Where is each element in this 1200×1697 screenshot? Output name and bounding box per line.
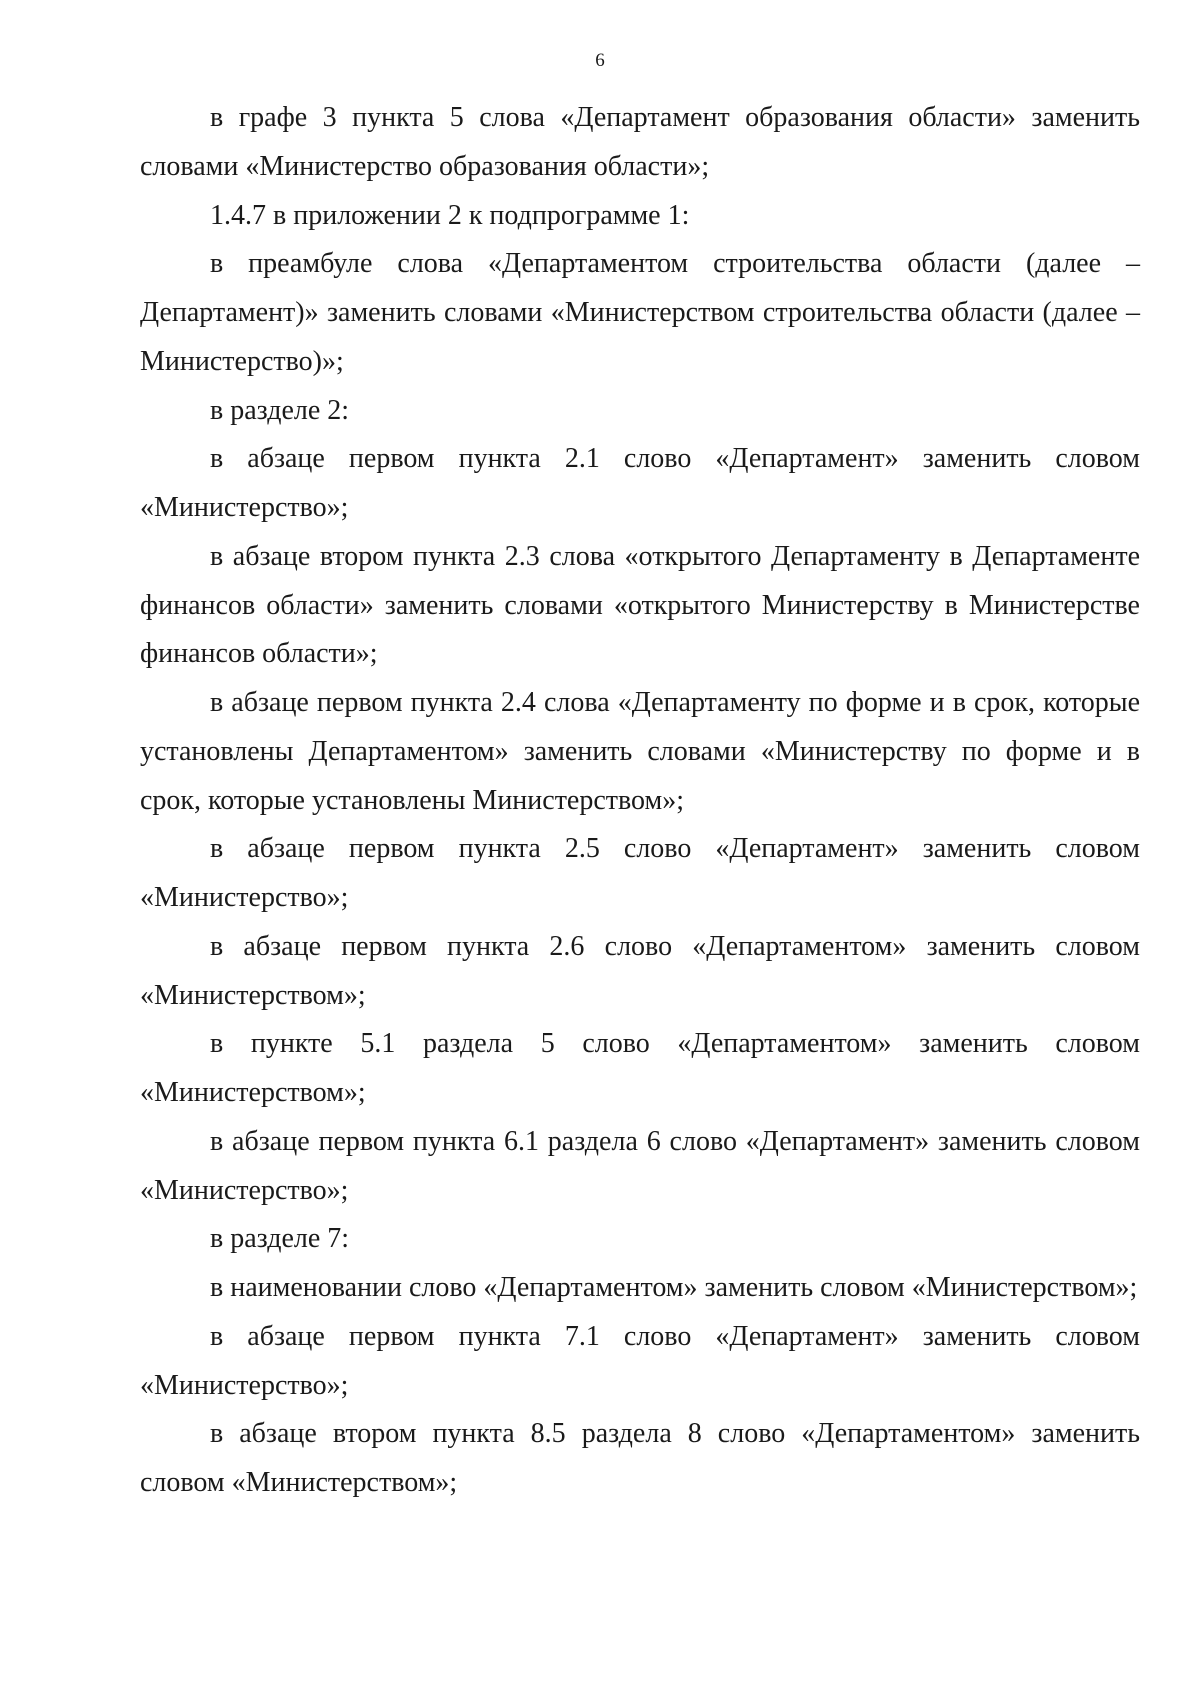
paragraph: в разделе 7:: [210, 1223, 350, 1255]
paragraph: в абзаце втором пункта 2.3 слова «открытого Департаменту в Департаменте финансов области» заменить словами «открытого Министерству в Министерстве финансов области»;: [140, 540, 1140, 670]
paragraph: в абзаце втором пункта 8.5 раздела 8 слово «Департаментом» заменить словом «Министерством»;: [140, 1418, 1140, 1498]
paragraph: в абзаце первом пункта 7.1 слово «Департамент» заменить словом «Министерство»;: [140, 1320, 1140, 1401]
paragraph: в наименовании слово «Департаментом» заменить словом «Министерством»;: [210, 1272, 1138, 1303]
paragraph: в абзаце первом пункта 2.4 слова «Департаменту по форме и в срок, которые установлены Департаментом» заменить словами «Министерству по форме и в срок, которые установлены Министерством»;: [140, 687, 1140, 816]
paragraph: в разделе 2:: [210, 394, 350, 426]
document-body: [140, 94, 1140, 1508]
paragraph: в преамбуле слова «Департаментом строительства области (далее – Департамент)» заменить словами «Министерством строительства области (далее – Министерство)»;: [140, 248, 1140, 377]
paragraph: в абзаце первом пункта 6.1 раздела 6 слово «Департамент» заменить словом «Министерство»;: [140, 1125, 1140, 1206]
paragraph: в абзаце первом пункта 2.6 слово «Департаментом» заменить словом «Министерством»;: [140, 930, 1140, 1011]
paragraph: в абзаце первом пункта 2.5 слово «Департамент» заменить словом «Министерство»;: [140, 833, 1140, 913]
paragraph: в абзаце первом пункта 2.1 слово «Департамент» заменить словом «Министерство»;: [140, 443, 1140, 523]
page-number: 6: [595, 50, 605, 71]
paragraph: в графе 3 пункта 5 слова «Департамент образования области» заменить словами «Министерство образования области»;: [140, 102, 1140, 182]
paragraph: 1.4.7 в приложении 2 к подпрограмме 1:: [210, 199, 690, 231]
paragraph: в пункте 5.1 раздела 5 слово «Департаментом» заменить словом «Министерством»;: [140, 1028, 1140, 1108]
